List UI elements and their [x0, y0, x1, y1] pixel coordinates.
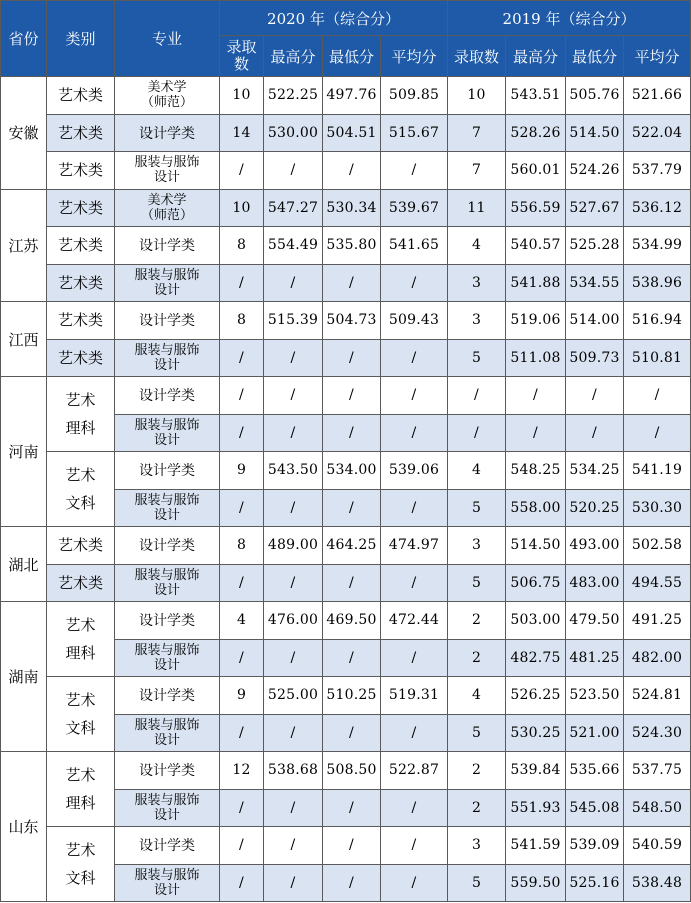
major-cell: 服装与服饰 设计: [115, 339, 220, 377]
major-cell: 设计学类: [115, 114, 220, 152]
score-cell-a20: /: [220, 789, 264, 827]
score-cell-min20: /: [323, 639, 381, 677]
score-cell-avg19: 502.58: [624, 527, 691, 565]
score-cell-a20: 9: [220, 452, 264, 490]
table-row: [1, 114, 691, 152]
category-cell: 艺术类: [47, 564, 115, 602]
major-cell: 美术学 （师范）: [115, 189, 220, 227]
score-cell-max20: /: [264, 152, 323, 190]
score-cell-avg19: 537.75: [624, 752, 691, 790]
score-cell-max20: /: [264, 864, 323, 902]
table-row: [1, 377, 691, 415]
score-cell-avg19: 530.30: [624, 489, 691, 527]
score-cell-min19: 483.00: [566, 564, 624, 602]
score-cell-max19: /: [506, 377, 566, 415]
score-cell-max20: /: [264, 339, 323, 377]
score-cell-avg19: 536.12: [624, 189, 691, 227]
score-cell-a19: 5: [448, 714, 506, 752]
category-cell: 艺术 文科: [47, 677, 115, 752]
score-cell-max19: 528.26: [506, 114, 566, 152]
province-cell: 江西: [1, 302, 47, 377]
province-cell: 江苏: [1, 189, 47, 302]
score-cell-avg20: /: [381, 639, 448, 677]
major-cell: 服装与服饰 设计: [115, 639, 220, 677]
score-cell-max20: 476.00: [264, 602, 323, 640]
header-max-2019: 最高分: [506, 36, 566, 77]
score-cell-a19: /: [448, 414, 506, 452]
score-cell-max20: /: [264, 639, 323, 677]
category-cell: 艺术 理科: [47, 752, 115, 827]
category-cell: 艺术 理科: [47, 377, 115, 452]
score-cell-max20: /: [264, 414, 323, 452]
score-cell-min20: 464.25: [323, 527, 381, 565]
header-avg-2019: 平均分: [624, 36, 691, 77]
score-cell-a19: 7: [448, 152, 506, 190]
score-cell-a20: 10: [220, 189, 264, 227]
score-cell-min19: 509.73: [566, 339, 624, 377]
score-cell-a20: /: [220, 377, 264, 415]
table-row: [1, 452, 691, 490]
score-cell-a20: 8: [220, 227, 264, 265]
category-cell: 艺术类: [47, 77, 115, 115]
score-cell-avg19: 491.25: [624, 602, 691, 640]
score-cell-max19: 548.25: [506, 452, 566, 490]
score-cell-a20: /: [220, 414, 264, 452]
major-cell: 设计学类: [115, 527, 220, 565]
category-cell: 艺术类: [47, 189, 115, 227]
score-cell-max19: 556.59: [506, 189, 566, 227]
score-cell-avg19: 534.99: [624, 227, 691, 265]
score-cell-avg20: /: [381, 864, 448, 902]
category-cell: 艺术类: [47, 302, 115, 340]
score-cell-a19: 7: [448, 114, 506, 152]
score-cell-max19: 539.84: [506, 752, 566, 790]
score-cell-min20: /: [323, 489, 381, 527]
header-province: 省份: [1, 1, 47, 77]
score-cell-avg20: 522.87: [381, 752, 448, 790]
major-cell: 服装与服饰 设计: [115, 789, 220, 827]
score-cell-avg20: 472.44: [381, 602, 448, 640]
score-cell-min19: 514.50: [566, 114, 624, 152]
header-major: 专业: [115, 1, 220, 77]
score-cell-avg20: 541.65: [381, 227, 448, 265]
score-cell-avg19: 538.96: [624, 264, 691, 302]
score-cell-min20: 508.50: [323, 752, 381, 790]
score-cell-min20: 510.25: [323, 677, 381, 715]
score-cell-min19: 481.25: [566, 639, 624, 677]
score-cell-a20: 9: [220, 677, 264, 715]
score-cell-a20: 8: [220, 302, 264, 340]
score-cell-min20: /: [323, 714, 381, 752]
score-cell-max19: 514.50: [506, 527, 566, 565]
score-cell-max20: /: [264, 264, 323, 302]
score-cell-min19: 535.66: [566, 752, 624, 790]
major-cell: 服装与服饰 设计: [115, 264, 220, 302]
score-cell-a20: /: [220, 827, 264, 865]
score-cell-avg20: /: [381, 489, 448, 527]
score-cell-max20: 530.00: [264, 114, 323, 152]
major-cell: 设计学类: [115, 752, 220, 790]
score-cell-avg19: 494.55: [624, 564, 691, 602]
score-cell-min20: /: [323, 864, 381, 902]
score-cell-min19: /: [566, 414, 624, 452]
score-cell-min19: 514.00: [566, 302, 624, 340]
table-row: [1, 152, 691, 190]
score-cell-avg20: 509.43: [381, 302, 448, 340]
score-cell-min19: 524.26: [566, 152, 624, 190]
score-cell-max20: 522.25: [264, 77, 323, 115]
major-cell: 设计学类: [115, 602, 220, 640]
score-cell-avg20: /: [381, 564, 448, 602]
score-cell-avg19: 548.50: [624, 789, 691, 827]
score-cell-a20: /: [220, 264, 264, 302]
score-cell-max19: 526.25: [506, 677, 566, 715]
major-cell: 服装与服饰 设计: [115, 489, 220, 527]
score-cell-min19: /: [566, 377, 624, 415]
score-cell-min20: 504.51: [323, 114, 381, 152]
category-cell: 艺术类: [47, 152, 115, 190]
score-cell-min20: /: [323, 564, 381, 602]
score-cell-avg19: 524.30: [624, 714, 691, 752]
table-row: [1, 527, 691, 565]
score-cell-min20: /: [323, 377, 381, 415]
score-cell-min20: /: [323, 339, 381, 377]
major-cell: 服装与服饰 设计: [115, 864, 220, 902]
score-cell-min20: 535.80: [323, 227, 381, 265]
province-cell: 河南: [1, 377, 47, 527]
province-cell: 安徽: [1, 77, 47, 190]
score-cell-a19: 5: [448, 864, 506, 902]
score-cell-a19: 2: [448, 752, 506, 790]
category-cell: 艺术类: [47, 264, 115, 302]
score-cell-a20: /: [220, 152, 264, 190]
score-cell-min19: 539.09: [566, 827, 624, 865]
table-row: [1, 339, 691, 377]
header-min-2020: 最低分: [323, 36, 381, 77]
category-cell: 艺术类: [47, 339, 115, 377]
table-body: [1, 77, 691, 902]
score-cell-max19: 560.01: [506, 152, 566, 190]
category-cell: 艺术类: [47, 114, 115, 152]
major-cell: 服装与服饰 设计: [115, 564, 220, 602]
score-cell-max19: 519.06: [506, 302, 566, 340]
score-cell-avg20: /: [381, 264, 448, 302]
score-cell-avg19: 516.94: [624, 302, 691, 340]
score-cell-avg20: /: [381, 827, 448, 865]
score-cell-max20: 538.68: [264, 752, 323, 790]
table-row: [1, 302, 691, 340]
score-cell-a19: /: [448, 377, 506, 415]
score-cell-a19: 5: [448, 489, 506, 527]
score-cell-max20: /: [264, 714, 323, 752]
score-cell-a20: 14: [220, 114, 264, 152]
score-cell-min20: 504.73: [323, 302, 381, 340]
score-cell-min19: 545.08: [566, 789, 624, 827]
score-cell-a20: 8: [220, 527, 264, 565]
score-cell-min19: 521.00: [566, 714, 624, 752]
score-cell-a19: 11: [448, 189, 506, 227]
header-year-2020: 2020 年（综合分）: [220, 1, 448, 36]
province-cell: 湖北: [1, 527, 47, 602]
score-cell-a19: 2: [448, 639, 506, 677]
header-category: 类别: [47, 1, 115, 77]
major-cell: 设计学类: [115, 302, 220, 340]
table-row: [1, 752, 691, 790]
score-cell-max19: 506.75: [506, 564, 566, 602]
score-cell-avg20: /: [381, 377, 448, 415]
score-cell-a19: 5: [448, 339, 506, 377]
score-cell-avg20: 509.85: [381, 77, 448, 115]
province-cell: 湖南: [1, 602, 47, 752]
score-cell-avg19: 510.81: [624, 339, 691, 377]
header-admitted-2020: 录取 数: [220, 36, 264, 77]
major-cell: 设计学类: [115, 227, 220, 265]
score-cell-a19: 3: [448, 827, 506, 865]
score-cell-avg19: 482.00: [624, 639, 691, 677]
score-cell-max20: /: [264, 564, 323, 602]
header-max-2020: 最高分: [264, 36, 323, 77]
score-cell-a20: /: [220, 864, 264, 902]
score-cell-max20: 525.00: [264, 677, 323, 715]
category-cell: 艺术类: [47, 227, 115, 265]
score-cell-max19: 543.51: [506, 77, 566, 115]
score-cell-a19: 4: [448, 227, 506, 265]
score-cell-max19: 540.57: [506, 227, 566, 265]
category-cell: 艺术 文科: [47, 827, 115, 902]
header-admitted-2019: 录取数: [448, 36, 506, 77]
score-cell-a19: 4: [448, 677, 506, 715]
score-cell-min19: 534.25: [566, 452, 624, 490]
score-cell-a20: /: [220, 714, 264, 752]
major-cell: 设计学类: [115, 452, 220, 490]
table-row: [1, 189, 691, 227]
header-year-2019: 2019 年（综合分）: [448, 1, 691, 36]
score-cell-max20: 547.27: [264, 189, 323, 227]
score-cell-avg20: /: [381, 339, 448, 377]
score-cell-max19: 559.50: [506, 864, 566, 902]
major-cell: 设计学类: [115, 377, 220, 415]
score-cell-avg20: /: [381, 789, 448, 827]
score-cell-max19: 503.00: [506, 602, 566, 640]
score-cell-min20: /: [323, 789, 381, 827]
score-cell-a19: 5: [448, 564, 506, 602]
score-cell-a20: 10: [220, 77, 264, 115]
score-cell-avg20: /: [381, 714, 448, 752]
score-cell-max20: /: [264, 489, 323, 527]
score-cell-max19: 511.08: [506, 339, 566, 377]
table-header: [1, 1, 691, 77]
header-avg-2020: 平均分: [381, 36, 448, 77]
score-cell-avg19: 537.79: [624, 152, 691, 190]
score-cell-min20: /: [323, 414, 381, 452]
score-cell-avg20: 474.97: [381, 527, 448, 565]
score-cell-avg19: 540.59: [624, 827, 691, 865]
score-cell-min19: 527.67: [566, 189, 624, 227]
score-cell-a19: 2: [448, 602, 506, 640]
score-cell-min19: 534.55: [566, 264, 624, 302]
score-cell-min19: 520.25: [566, 489, 624, 527]
score-cell-max19: 482.75: [506, 639, 566, 677]
score-cell-min19: 523.50: [566, 677, 624, 715]
score-cell-a19: 4: [448, 452, 506, 490]
score-cell-a19: 2: [448, 789, 506, 827]
score-cell-a19: 3: [448, 264, 506, 302]
score-cell-max20: 554.49: [264, 227, 323, 265]
score-cell-a20: /: [220, 639, 264, 677]
category-cell: 艺术 文科: [47, 452, 115, 527]
score-cell-max20: 515.39: [264, 302, 323, 340]
major-cell: 设计学类: [115, 677, 220, 715]
score-cell-min20: /: [323, 827, 381, 865]
score-cell-avg19: 522.04: [624, 114, 691, 152]
table-row: [1, 77, 691, 115]
score-cell-max20: /: [264, 827, 323, 865]
score-cell-min20: /: [323, 152, 381, 190]
category-cell: 艺术类: [47, 527, 115, 565]
score-cell-min19: 525.28: [566, 227, 624, 265]
score-cell-avg20: 539.06: [381, 452, 448, 490]
major-cell: 服装与服饰 设计: [115, 152, 220, 190]
table-row: [1, 264, 691, 302]
score-cell-avg19: /: [624, 414, 691, 452]
province-cell: 山东: [1, 752, 47, 902]
score-cell-avg20: 519.31: [381, 677, 448, 715]
score-cell-avg19: 524.81: [624, 677, 691, 715]
score-cell-min20: 469.50: [323, 602, 381, 640]
score-cell-avg19: /: [624, 377, 691, 415]
score-cell-max19: 551.93: [506, 789, 566, 827]
score-cell-min19: 505.76: [566, 77, 624, 115]
score-cell-max19: /: [506, 414, 566, 452]
category-cell: 艺术 理科: [47, 602, 115, 677]
major-cell: 服装与服饰 设计: [115, 414, 220, 452]
score-cell-avg20: 515.67: [381, 114, 448, 152]
score-cell-max20: /: [264, 789, 323, 827]
table-row: [1, 677, 691, 715]
score-cell-a19: 3: [448, 302, 506, 340]
score-cell-a20: /: [220, 489, 264, 527]
table-row: [1, 827, 691, 865]
score-cell-max20: 543.50: [264, 452, 323, 490]
score-cell-min19: 525.16: [566, 864, 624, 902]
score-cell-min19: 493.00: [566, 527, 624, 565]
score-cell-a20: /: [220, 339, 264, 377]
header-min-2019: 最低分: [566, 36, 624, 77]
score-cell-avg19: 521.66: [624, 77, 691, 115]
major-cell: 设计学类: [115, 827, 220, 865]
score-cell-avg19: 541.19: [624, 452, 691, 490]
score-cell-max19: 541.59: [506, 827, 566, 865]
score-cell-a19: 10: [448, 77, 506, 115]
score-cell-max19: 541.88: [506, 264, 566, 302]
table-row: [1, 564, 691, 602]
score-cell-min20: 534.00: [323, 452, 381, 490]
score-cell-a20: 4: [220, 602, 264, 640]
score-cell-avg20: 539.67: [381, 189, 448, 227]
score-cell-a19: 3: [448, 527, 506, 565]
score-cell-avg20: /: [381, 152, 448, 190]
score-cell-max20: /: [264, 377, 323, 415]
score-cell-min20: /: [323, 264, 381, 302]
table-row: [1, 602, 691, 640]
score-cell-avg19: 538.48: [624, 864, 691, 902]
major-cell: 服装与服饰 设计: [115, 714, 220, 752]
score-cell-max19: 530.25: [506, 714, 566, 752]
score-cell-a20: 12: [220, 752, 264, 790]
score-cell-max20: 489.00: [264, 527, 323, 565]
score-cell-a20: /: [220, 564, 264, 602]
score-cell-max19: 558.00: [506, 489, 566, 527]
score-cell-min20: 497.76: [323, 77, 381, 115]
score-cell-min20: 530.34: [323, 189, 381, 227]
score-cell-min19: 479.50: [566, 602, 624, 640]
major-cell: 美术学 （师范）: [115, 77, 220, 115]
table-row: [1, 227, 691, 265]
score-cell-avg20: /: [381, 414, 448, 452]
